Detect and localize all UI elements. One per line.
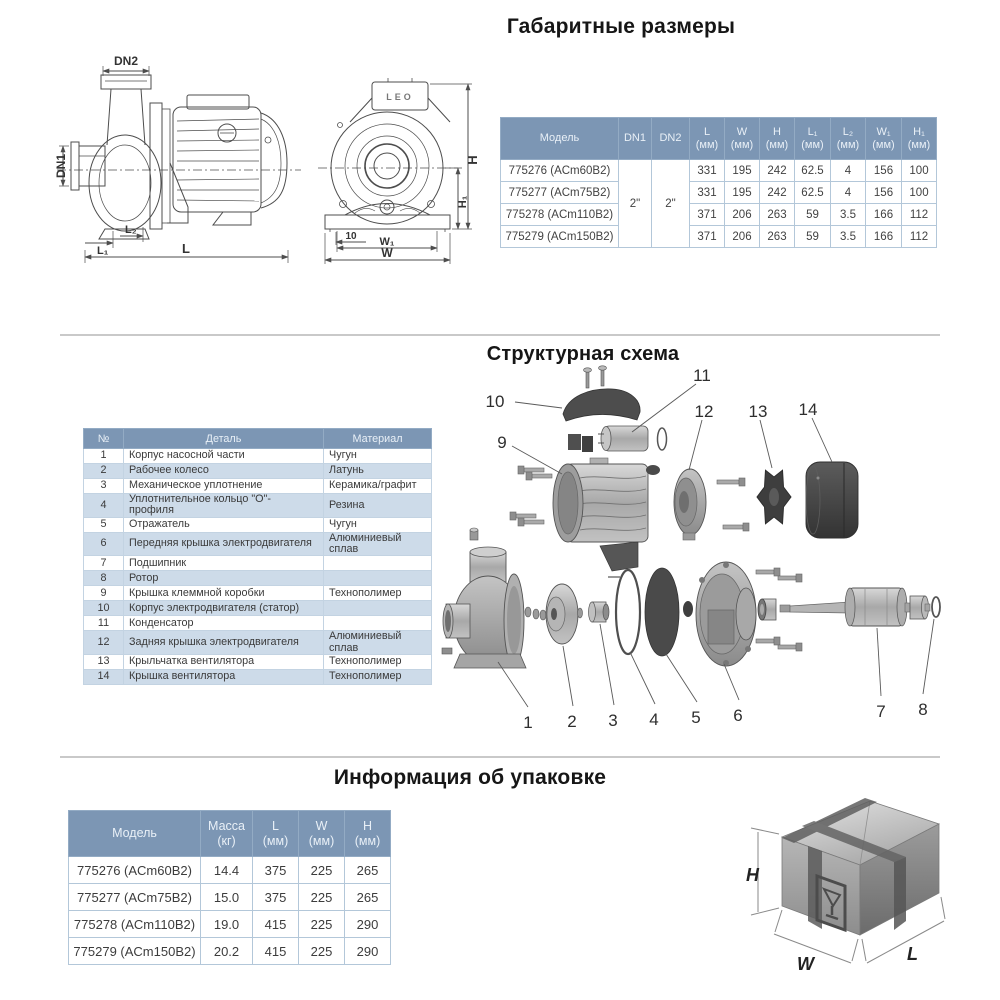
cell: Чугун [324, 449, 432, 464]
model-cell: 775278 (ACm110B2) [501, 204, 619, 226]
col-number: № [84, 429, 124, 449]
col-l1: L₁ (мм) [795, 118, 831, 160]
col-dn2: DN2 [652, 118, 690, 160]
col-h1: H₁ (мм) [902, 118, 937, 160]
dim-label-h: H [465, 155, 480, 165]
cell: 14.4 [201, 857, 253, 884]
cell: Ротор [124, 571, 324, 586]
table-row [84, 556, 432, 571]
table-row [69, 884, 391, 911]
table-header-row [84, 429, 432, 449]
col-part: Деталь [124, 429, 324, 449]
cell: 156 [866, 182, 902, 204]
cell: Уплотнительное кольцо "О"- профиля [124, 494, 324, 518]
box-dim-label-h: H [746, 865, 759, 885]
model-cell: 775279 (ACm150B2) [501, 226, 619, 248]
washer-set [525, 607, 546, 620]
pump-front-view-drawing [300, 52, 500, 272]
table-row [84, 654, 432, 669]
part-number-12: 12 [694, 402, 714, 421]
cell: 415 [253, 911, 299, 938]
table-header-row [501, 118, 937, 160]
cell: 112 [902, 226, 937, 248]
part-number-1: 1 [523, 713, 533, 732]
model-cell: 775277 (ACm75B2) [69, 884, 201, 911]
cell: Конденсатор [124, 616, 324, 631]
dim-label-l1: L₁ [97, 245, 109, 257]
dim-label-dn2: DN2 [113, 54, 139, 68]
part-number-4: 4 [649, 710, 659, 729]
table-row [84, 479, 432, 494]
cell: Подшипник [124, 556, 324, 571]
cell: 166 [866, 204, 902, 226]
table-row [84, 601, 432, 616]
cell: 225 [299, 884, 345, 911]
cell: 3.5 [831, 204, 866, 226]
packaging-table [68, 810, 391, 965]
cell: Технополимер [324, 586, 432, 601]
cell: Рабочее колесо [124, 464, 324, 479]
cell: Технополимер [324, 654, 432, 669]
part-number-2: 2 [567, 712, 577, 731]
cell: 415 [253, 938, 299, 965]
cell: 100 [902, 182, 937, 204]
section-divider [60, 756, 940, 758]
part-number-9: 9 [497, 433, 507, 452]
part-bearing [758, 599, 776, 620]
cell: 59 [795, 226, 831, 248]
cell: 2 [84, 464, 124, 479]
col-h: H (мм) [345, 811, 391, 857]
model-cell: 775277 (ACm75B2) [501, 182, 619, 204]
cell: 3.5 [831, 226, 866, 248]
part-capacitor [568, 426, 667, 452]
cell: 242 [760, 182, 795, 204]
table-row [84, 669, 432, 684]
cell: 263 [760, 226, 795, 248]
cell: 13 [84, 654, 124, 669]
col-l2: L₂ (мм) [831, 118, 866, 160]
dimensions-table [500, 117, 937, 248]
table-row [84, 616, 432, 631]
cell [324, 571, 432, 586]
cell: 375 [253, 884, 299, 911]
cell: 225 [299, 857, 345, 884]
cell: 265 [345, 857, 391, 884]
cell: 4 [831, 182, 866, 204]
cell: 331 [690, 160, 725, 182]
cell: Корпус электродвигателя (статор) [124, 601, 324, 616]
cell: 62.5 [795, 160, 831, 182]
cell: 265 [345, 884, 391, 911]
dim-label-dn1: DN1 [54, 153, 68, 179]
table-row [84, 494, 432, 518]
model-cell: 775276 (ACm60B2) [501, 160, 619, 182]
table-row [501, 226, 937, 248]
cell: 62.5 [795, 182, 831, 204]
cell: 290 [345, 911, 391, 938]
cell: 371 [690, 226, 725, 248]
col-w: W (мм) [725, 118, 760, 160]
part-number-7: 7 [876, 702, 886, 721]
part-number-10: 10 [485, 392, 505, 411]
col-l: L (мм) [253, 811, 299, 857]
part-number-5: 5 [691, 708, 701, 727]
box-dim-label-w: W [797, 954, 814, 974]
pump-side-view-drawing [55, 45, 305, 270]
part-impeller [546, 584, 583, 644]
table-row [69, 857, 391, 884]
col-mass: Масса (кг) [201, 811, 253, 857]
part-rear-motor-cover [674, 469, 749, 540]
cell: Чугун [324, 517, 432, 532]
cell: 112 [902, 204, 937, 226]
cell: 3 [84, 479, 124, 494]
dim-label-w1: W₁ [379, 236, 395, 248]
table-row [501, 160, 937, 182]
cell: 4 [84, 494, 124, 518]
cell: Задняя крышка электродвигателя [124, 631, 324, 655]
col-dn1: DN1 [619, 118, 652, 160]
table-row [84, 631, 432, 655]
part-deflector [645, 568, 693, 656]
cell: 5 [84, 517, 124, 532]
dim-label-h1: H₁ [457, 195, 469, 209]
cell: Крышка вентилятора [124, 669, 324, 684]
cell: 6 [84, 532, 124, 556]
cell: 195 [725, 160, 760, 182]
table-row [84, 571, 432, 586]
cell: 156 [866, 160, 902, 182]
cell: Передняя крышка электродвигателя [124, 532, 324, 556]
cell: 206 [725, 204, 760, 226]
cell: Резина [324, 494, 432, 518]
parts-table [83, 428, 432, 685]
col-w: W (мм) [299, 811, 345, 857]
dim-label-offset10: 10 [345, 231, 357, 242]
cell: 166 [866, 226, 902, 248]
packaging-box-illustration [745, 788, 980, 993]
cell [324, 556, 432, 571]
part-terminal-box-cover [563, 366, 640, 421]
dim-label-l2: L₂ [125, 224, 137, 236]
table-row [84, 532, 432, 556]
cell: 225 [299, 911, 345, 938]
part-number-8: 8 [918, 700, 928, 719]
part-fan-impeller [757, 470, 791, 524]
cell: Крышка клеммной коробки [124, 586, 324, 601]
cell: 263 [760, 204, 795, 226]
cell: 4 [831, 160, 866, 182]
part-pump-housing [442, 528, 526, 668]
table-row [501, 204, 937, 226]
model-cell: 775279 (ACm150B2) [69, 938, 201, 965]
model-cell: 775276 (ACm60B2) [69, 857, 201, 884]
cell: Керамика/графит [324, 479, 432, 494]
cell: 375 [253, 857, 299, 884]
cell: 371 [690, 204, 725, 226]
part-number-3: 3 [608, 711, 618, 730]
cell: Отражатель [124, 517, 324, 532]
table-row [69, 911, 391, 938]
col-model: Модель [69, 811, 201, 857]
part-fan-cover [806, 462, 858, 538]
cell: 15.0 [201, 884, 253, 911]
section-title-structure: Структурная схема [486, 343, 680, 365]
cell: 331 [690, 182, 725, 204]
dn1-cell: 2" [619, 160, 652, 248]
cell: 195 [725, 182, 760, 204]
cell: 242 [760, 160, 795, 182]
cell [324, 601, 432, 616]
table-row [84, 517, 432, 532]
section-divider [60, 334, 940, 336]
col-h: H (мм) [760, 118, 795, 160]
cell [324, 616, 432, 631]
part-circlip [932, 597, 940, 617]
part-o-ring [616, 570, 640, 654]
cell: 10 [84, 601, 124, 616]
part-front-motor-cover [696, 562, 802, 666]
cell: Механическое уплотнение [124, 479, 324, 494]
box-dim-label-l: L [907, 944, 918, 964]
cell: Крыльчатка вентилятора [124, 654, 324, 669]
dim-label-l: L [182, 241, 190, 256]
part-number-14: 14 [798, 400, 818, 419]
col-w1: W₁ (мм) [866, 118, 902, 160]
cell: 7 [84, 556, 124, 571]
cell: 12 [84, 631, 124, 655]
cell: Латунь [324, 464, 432, 479]
col-l: L (мм) [690, 118, 725, 160]
cell: 290 [345, 938, 391, 965]
model-cell: 775278 (ACm110B2) [69, 911, 201, 938]
exploded-view-diagram [440, 362, 960, 747]
dim-label-w: W [381, 246, 393, 260]
cell: 8 [84, 571, 124, 586]
cell: Алюминиевый сплав [324, 631, 432, 655]
part-number-6: 6 [733, 706, 743, 725]
col-material: Материал [324, 429, 432, 449]
dn2-cell: 2" [652, 160, 690, 248]
cell: 59 [795, 204, 831, 226]
cell: 100 [902, 160, 937, 182]
cell: 1 [84, 449, 124, 464]
part-rotor [780, 588, 930, 626]
col-model: Модель [501, 118, 619, 160]
table-row [84, 464, 432, 479]
table-row [84, 449, 432, 464]
part-number-13: 13 [748, 402, 768, 421]
cell: 14 [84, 669, 124, 684]
table-header-row [69, 811, 391, 857]
table-row [69, 938, 391, 965]
cell: 20.2 [201, 938, 253, 965]
cell: 9 [84, 586, 124, 601]
carton-box [782, 798, 939, 935]
part-number-11: 11 [693, 366, 711, 385]
cell: Корпус насосной части [124, 449, 324, 464]
table-row [501, 182, 937, 204]
part-mechanical-seal [589, 602, 610, 622]
cell: 11 [84, 616, 124, 631]
cell: 225 [299, 938, 345, 965]
cell: Технополимер [324, 669, 432, 684]
cell: 206 [725, 226, 760, 248]
section-title-dimensions: Габаритные размеры [506, 15, 736, 38]
table-row [84, 586, 432, 601]
cell: Алюминиевый сплав [324, 532, 432, 556]
cell: 19.0 [201, 911, 253, 938]
part-stator-housing [510, 458, 660, 577]
section-title-packaging: Информация об упаковке [333, 766, 607, 789]
brand-logo-text: LEO [386, 92, 414, 102]
